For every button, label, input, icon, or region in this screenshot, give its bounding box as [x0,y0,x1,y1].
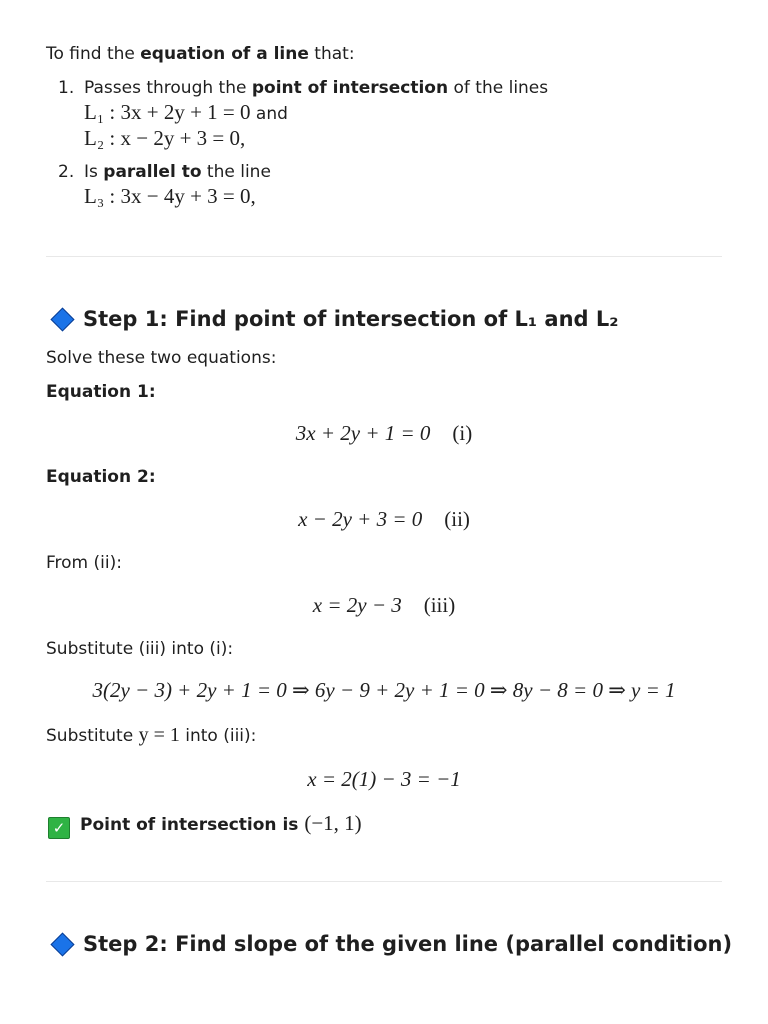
equation1 [0,421,768,446]
from-text: From (ii): [46,553,122,573]
condition-bold: parallel to [103,162,202,182]
x-result-expr: x = 2(1) − 3 = −1 [307,767,461,791]
equation3-tag: (iii) [423,593,456,617]
intro-line [46,44,355,64]
line-l2-equation: L₂ : x − 2y + 3 = 0, [84,126,246,150]
equation2-expr: x − 2y + 3 = 0 [298,507,423,531]
condition-eq-line-1 [84,100,288,125]
blue-diamond-icon [50,932,74,956]
substitute-y-text [46,724,256,747]
equation1-label: Equation 1: [46,382,156,402]
substitute-post: into (iii): [179,726,257,746]
condition-post: the line [201,162,271,182]
blue-diamond-icon [50,307,74,331]
divider [46,256,722,257]
intersection-point: (−1, 1) [304,811,362,835]
substitution-chain [0,678,768,703]
list-number: 1. [58,78,75,98]
green-check-icon: ✓ [48,817,70,839]
and-text: and [250,104,288,124]
substitute-pre: Substitute [46,726,139,746]
step2-heading [48,932,732,956]
line-l3-equation: L₃ : 3x − 4y + 3 = 0, [84,184,256,208]
condition-text [84,162,271,182]
result-text: Point of intersection is [80,815,305,835]
equation3 [0,593,768,618]
x-result [0,767,768,792]
condition-pre: Is [84,162,104,182]
divider [46,881,722,882]
condition-text [84,78,548,98]
solve-text: Solve these two equations: [46,348,277,368]
equation2-label: Equation 2: [46,467,156,487]
list-number: 2. [58,162,75,182]
step2-heading-text: Step 2: Find slope of the given line (parallel condition) [83,932,733,956]
step1-heading [48,307,618,331]
condition-bold: point of intersection [251,78,449,98]
intersection-result [48,811,362,839]
equation1-tag: (i) [452,421,473,445]
equation2 [0,507,768,532]
intro-lead: To find the [46,44,141,64]
equation1-expr: 3x + 2y + 1 = 0 [295,421,431,445]
equation3-expr: x = 2y − 3 [312,593,402,617]
step1-heading-text: Step 1: Find point of intersection of L₁ and L₂ [83,307,619,331]
condition-pre: Passes through the [84,78,252,98]
y-value: y = 1 [138,724,180,746]
equation2-tag: (ii) [444,507,470,531]
condition-post: of the lines [448,78,549,98]
intro-bold: equation of a line [140,44,309,64]
substitute-text: Substitute (iii) into (i): [46,639,234,659]
intro-tail: that: [308,44,355,64]
line-l1-equation: L₁ : 3x + 2y + 1 = 0 [84,100,251,124]
substitution-chain-expr: 3(2y − 3) + 2y + 1 = 0 ⇒ 6y − 9 + 2y + 1 = 0 ⇒ 8y − 8 = 0 ⇒ y = 1 [92,678,676,702]
